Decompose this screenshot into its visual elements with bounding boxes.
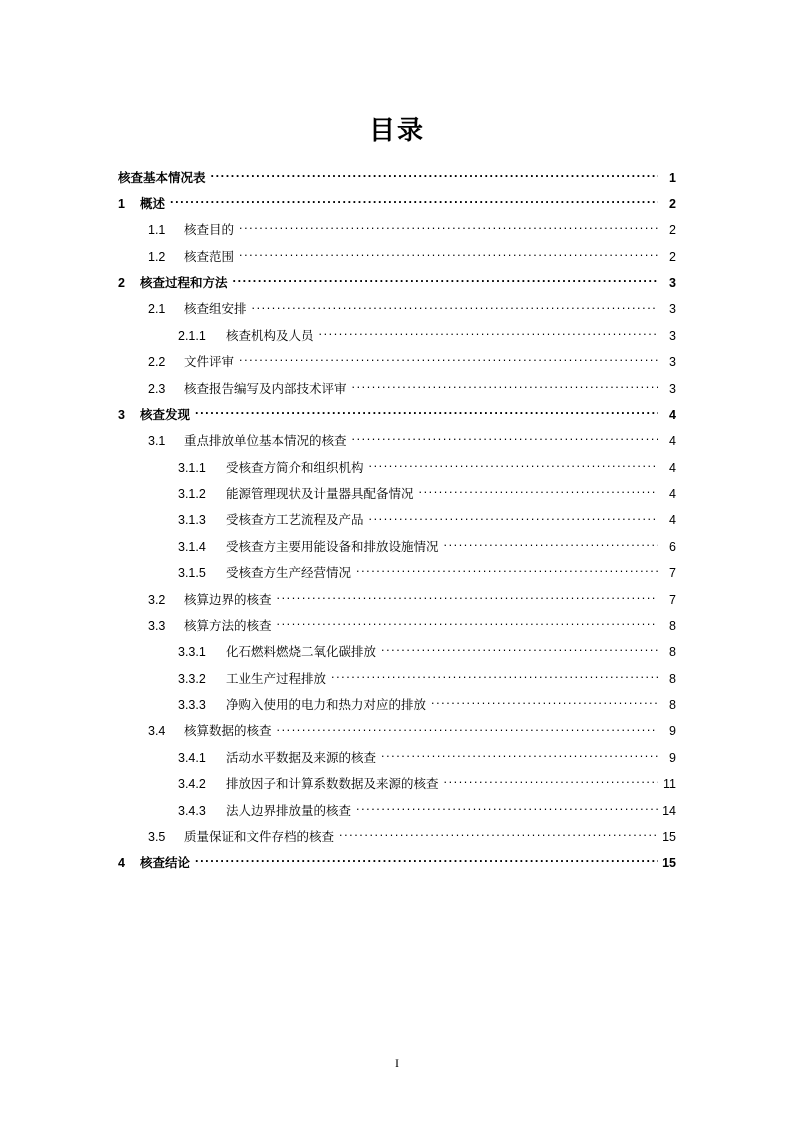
toc-entry-page-number: 2	[669, 223, 676, 238]
toc-entry-page-number: 4	[669, 460, 676, 475]
toc-leader-dots	[252, 301, 658, 314]
toc-entry[interactable]	[118, 486, 676, 503]
toc-entry-number: 1	[118, 196, 125, 211]
toc-entry-label: 核查组安排	[184, 302, 247, 317]
toc-entry[interactable]	[118, 195, 676, 212]
toc-leader-dots	[444, 776, 658, 789]
toc-entry[interactable]	[118, 617, 676, 634]
toc-entry-page-number: 3	[669, 276, 676, 290]
toc-entry-label: 核查基本情况表	[118, 170, 206, 185]
toc-entry-number: 3.1.3	[178, 513, 206, 528]
toc-leader-dots	[211, 169, 658, 182]
toc-entry-page-number: 7	[669, 592, 676, 607]
toc-entry-page-number: 3	[669, 381, 676, 396]
table-of-contents	[118, 169, 676, 872]
toc-entry-number: 3.4	[148, 724, 166, 739]
toc-entry-page-number: 3	[669, 328, 676, 343]
toc-entry-label: 文件评审	[184, 355, 235, 370]
toc-entry-label: 受核查方主要用能设备和排放设施情况	[226, 539, 439, 554]
toc-entry-page-number: 3	[669, 355, 676, 370]
toc-leader-dots	[431, 697, 658, 710]
toc-entry-page-number: 8	[669, 645, 676, 660]
toc-entry-page-number: 2	[669, 249, 676, 264]
toc-entry-label: 概述	[140, 196, 166, 211]
toc-entry[interactable]	[118, 248, 676, 265]
toc-entry-number: 3.3.1	[178, 645, 206, 660]
toc-leader-dots	[277, 617, 658, 630]
toc-leader-dots	[381, 749, 658, 762]
toc-leader-dots	[369, 459, 658, 472]
toc-entry-page-number: 14	[662, 803, 676, 818]
toc-entry[interactable]	[118, 433, 676, 450]
toc-entry-page-number: 8	[669, 671, 676, 686]
toc-entry-number: 3.4.2	[178, 777, 206, 792]
toc-entry-label: 核算数据的核查	[184, 724, 272, 739]
toc-entry-number: 3.3.2	[178, 671, 206, 686]
toc-entry-page-number: 4	[669, 487, 676, 501]
toc-leader-dots	[419, 486, 658, 499]
toc-entry-label: 法人边界排放量的核查	[226, 803, 352, 818]
toc-entry-number: 1.2	[148, 249, 166, 264]
toc-entry-number: 2.3	[148, 381, 166, 396]
toc-leader-dots	[233, 275, 658, 288]
toc-entry[interactable]	[118, 222, 676, 239]
toc-entry-page-number: 7	[669, 566, 676, 581]
toc-entry[interactable]	[118, 169, 676, 186]
toc-entry-label: 受核查方简介和组织机构	[226, 460, 364, 475]
toc-entry[interactable]	[118, 538, 676, 555]
toc-entry-label: 重点排放单位基本情况的核查	[184, 434, 347, 449]
toc-entry-label: 质量保证和文件存档的核查	[184, 829, 335, 844]
toc-entry-label: 工业生产过程排放	[226, 671, 327, 686]
toc-leader-dots	[444, 538, 658, 551]
toc-entry-label: 核查报告编写及内部技术评审	[184, 381, 347, 396]
toc-entry-number: 3.1.1	[178, 460, 206, 475]
toc-entry-label: 化石燃料燃烧二氧化碳排放	[226, 645, 377, 660]
toc-entry[interactable]	[118, 670, 676, 687]
toc-entry[interactable]	[118, 275, 676, 292]
toc-leader-dots	[352, 380, 658, 393]
toc-entry[interactable]	[118, 380, 676, 397]
toc-entry-number: 3.5	[148, 829, 166, 844]
page-title: 目录	[368, 116, 425, 145]
toc-entry-label: 核查过程和方法	[140, 276, 228, 290]
toc-entry-label: 受核查方工艺流程及产品	[226, 513, 364, 528]
toc-entry-number: 3.3	[148, 618, 166, 633]
toc-entry-page-number: 4	[669, 434, 676, 449]
toc-entry-label: 受核查方生产经营情况	[226, 566, 352, 581]
toc-entry[interactable]	[118, 644, 676, 661]
toc-leader-dots	[369, 512, 658, 525]
toc-entry-page-number: 6	[669, 539, 676, 554]
toc-leader-dots	[195, 406, 658, 419]
toc-entry-number: 2.2	[148, 355, 166, 370]
toc-leader-dots	[381, 644, 658, 657]
toc-entry-label: 核算方法的核查	[184, 618, 272, 633]
toc-entry-page-number: 8	[669, 698, 676, 712]
toc-entry-page-number: 4	[669, 407, 676, 422]
toc-entry-number: 3.2	[148, 592, 166, 607]
toc-leader-dots	[239, 248, 658, 261]
toc-entry-page-number: 8	[669, 618, 676, 633]
toc-entry-label: 核查范围	[184, 249, 235, 264]
toc-entry-page-number: 2	[669, 196, 676, 211]
toc-leader-dots	[339, 828, 658, 841]
toc-leader-dots	[277, 723, 658, 736]
toc-entry-number: 3	[118, 407, 125, 422]
toc-entry[interactable]	[118, 855, 676, 872]
toc-entry-page-number: 4	[669, 513, 676, 528]
toc-entry-number: 3.1	[148, 434, 166, 449]
toc-entry-label: 排放因子和计算系数数据及来源的核查	[226, 777, 439, 792]
toc-entry[interactable]	[118, 406, 676, 423]
toc-entry-page-number: 15	[662, 829, 676, 844]
toc-leader-dots	[170, 195, 658, 208]
toc-entry-label: 核查机构及人员	[226, 328, 314, 343]
toc-entry[interactable]	[118, 512, 676, 529]
toc-leader-dots	[195, 855, 658, 868]
toc-entry-page-number: 9	[669, 750, 676, 765]
toc-entry-label: 能源管理现状及计量器具配备情况	[226, 487, 414, 501]
toc-entry[interactable]	[118, 327, 676, 344]
toc-leader-dots	[331, 670, 658, 683]
toc-entry[interactable]	[118, 776, 676, 793]
toc-entry-number: 3.1.5	[178, 566, 206, 581]
toc-entry-label: 核算边界的核查	[184, 592, 272, 607]
toc-leader-dots	[239, 354, 658, 367]
toc-entry-label: 核查目的	[184, 223, 235, 238]
toc-entry-page-number: 3	[669, 302, 676, 317]
toc-entry[interactable]	[118, 828, 676, 845]
toc-entry-label: 核查发现	[140, 407, 191, 422]
toc-entry[interactable]	[118, 723, 676, 740]
toc-entry[interactable]	[118, 301, 676, 318]
toc-entry[interactable]	[118, 354, 676, 371]
toc-leader-dots	[319, 327, 658, 340]
toc-entry-number: 2.1.1	[178, 328, 206, 343]
toc-entry-number: 2.1	[148, 302, 166, 317]
toc-entry-label: 活动水平数据及来源的核查	[226, 750, 377, 765]
toc-entry-number: 1.1	[148, 223, 166, 238]
toc-leader-dots	[277, 591, 658, 604]
toc-entry-number: 3.4.3	[178, 803, 206, 818]
toc-entry-number: 2	[118, 276, 125, 290]
toc-entry[interactable]	[118, 749, 676, 766]
toc-entry[interactable]	[118, 459, 676, 476]
toc-leader-dots	[239, 222, 658, 235]
toc-leader-dots	[352, 433, 658, 446]
toc-entry-page-number: 9	[669, 724, 676, 739]
toc-entry-number: 3.3.3	[178, 698, 206, 712]
toc-entry-label: 核查结论	[140, 856, 191, 871]
toc-leader-dots	[356, 565, 658, 578]
toc-entry-number: 3.1.4	[178, 539, 206, 554]
toc-entry-page-number: 15	[662, 856, 676, 871]
toc-entry-page-number: 11	[663, 777, 676, 792]
toc-entry-label: 净购入使用的电力和热力对应的排放	[226, 698, 427, 712]
toc-entry-number: 3.1.2	[178, 487, 206, 501]
toc-entry[interactable]	[118, 697, 676, 714]
toc-entry[interactable]	[118, 802, 676, 819]
toc-entry-number: 4	[118, 856, 125, 871]
toc-leader-dots	[356, 802, 658, 815]
footer-page-number: I	[395, 1056, 399, 1070]
toc-entry[interactable]	[118, 591, 676, 608]
toc-entry[interactable]	[118, 565, 676, 582]
toc-entry-page-number: 1	[669, 170, 676, 185]
toc-entry-number: 3.4.1	[178, 750, 206, 765]
